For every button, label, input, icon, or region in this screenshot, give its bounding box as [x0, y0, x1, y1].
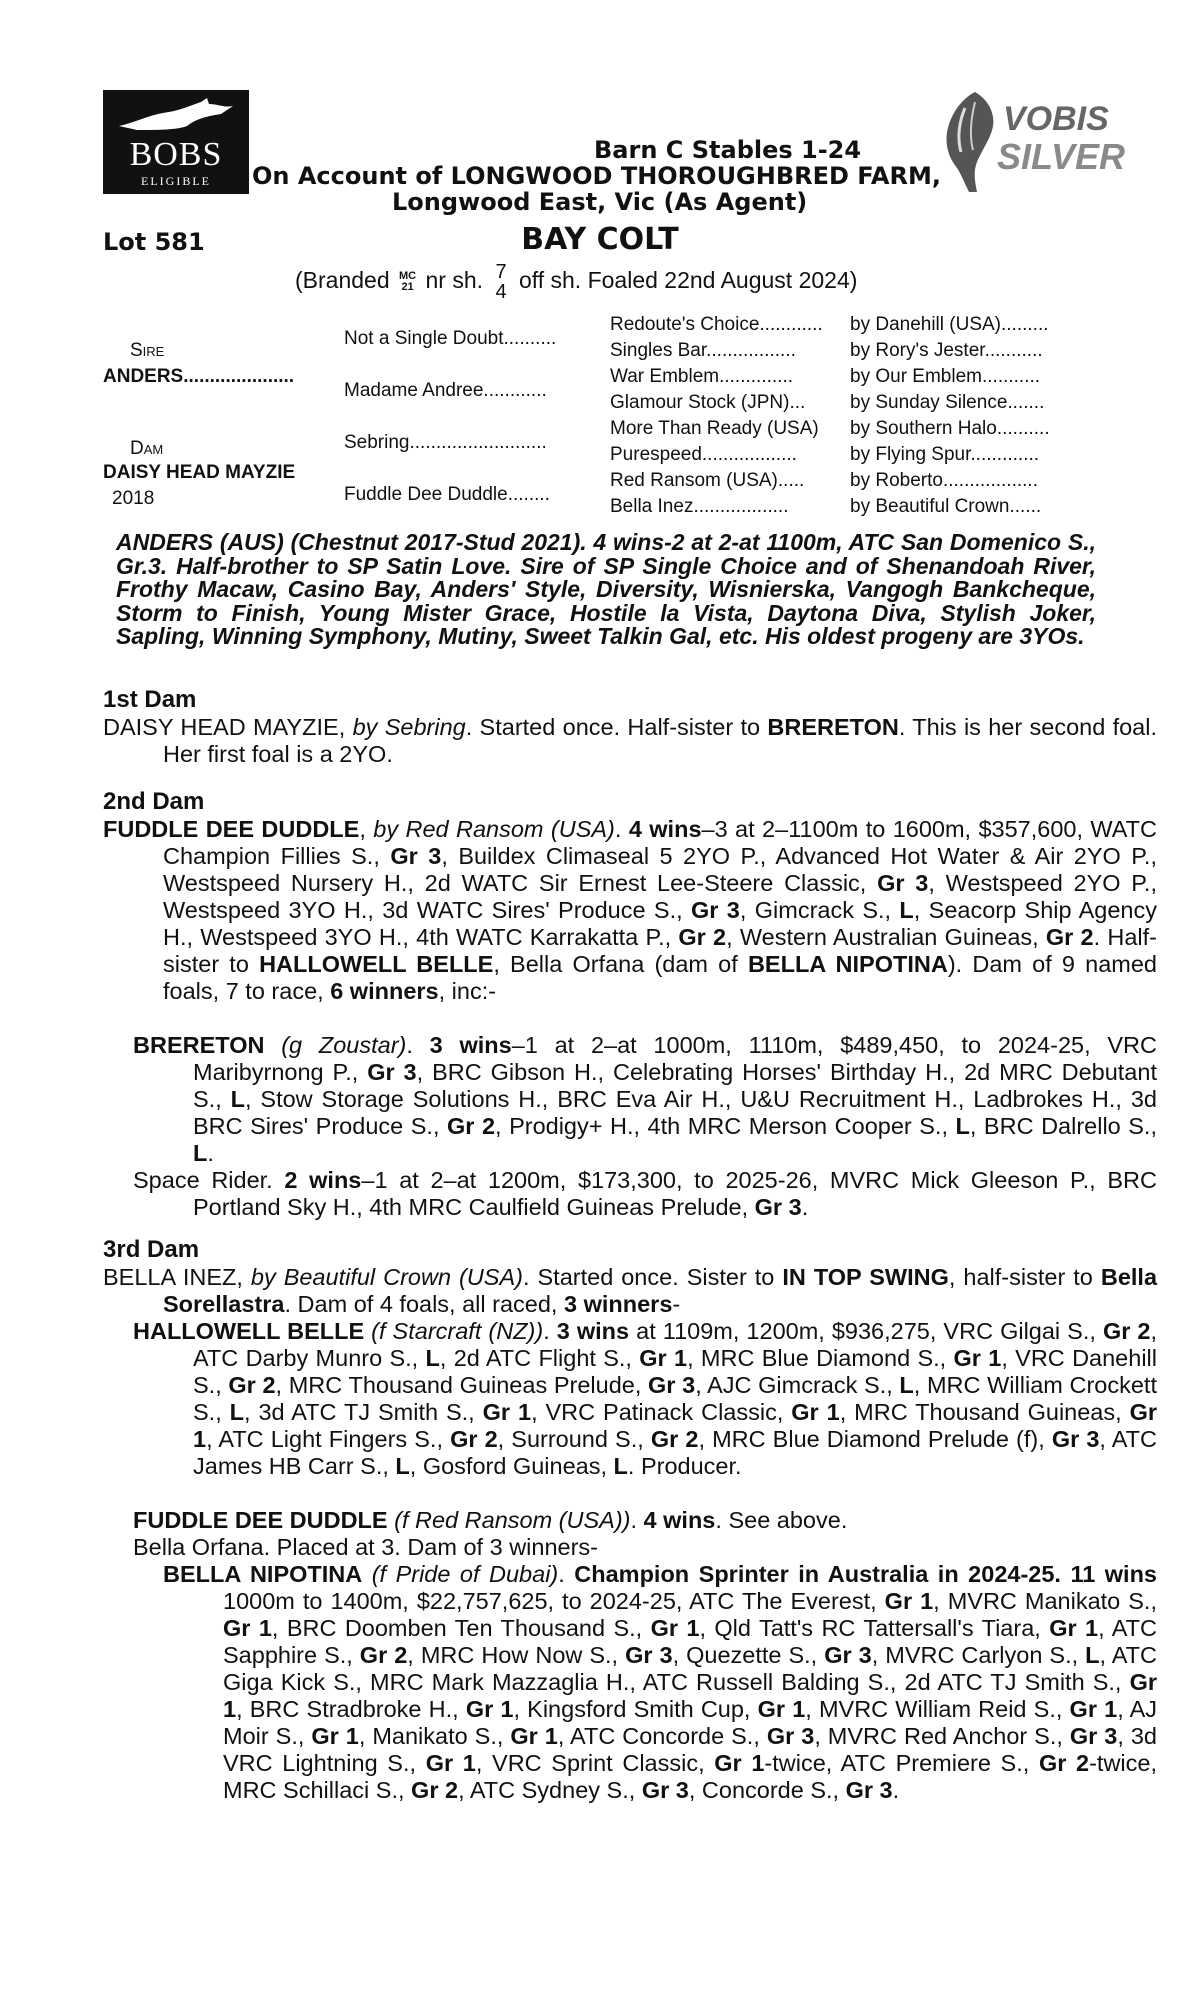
pedigree-gen4-5: by Southern Halo.......... — [850, 418, 1050, 439]
vobis-logo-silver: SILVER — [997, 136, 1126, 177]
gen4-name: by Roberto — [850, 470, 943, 491]
bobs-logo-word: BOBS — [129, 136, 223, 173]
pedigree-sire: ANDERS..................... — [103, 366, 295, 387]
gen4-name: by Rory's Jester — [850, 340, 985, 361]
pedigree-sire-name: ANDERS — [103, 366, 184, 387]
gen2-name: Sebring — [344, 432, 410, 453]
pedigree-dam-year: 2018 — [112, 488, 155, 509]
brand-fraction-top: 7 — [495, 261, 507, 283]
produce-hallowell-belle: HALLOWELL BELLE (f Starcraft (NZ)). 3 wins at 1109m, 1200m, $936,275, VRC Gilgai S., Gr 2, ATC Darby Munro S., L, 2d ATC Flight S., Gr 1, MRC Blue Diamond S., Gr 1, VRC Danehill S., Gr 2, MRC Thousand Guineas Prelude, Gr 3, AJC Gimcrack S., L, MRC William Crockett S., L, 3d ATC TJ Smith S., Gr 1, VRC Patinack Classic, Gr 1, MRC Thousand Guineas, Gr 1, ATC Light Fingers S., Gr 2, Surround S., Gr 2, MRC Blue Diamond Prelude (f), Gr 3, ATC James HB Carr S., L, Gosford Guineas, L. Producer. — [133, 1318, 1158, 1479]
pedigree-gen4-2: by Rory's Jester........... — [850, 340, 1043, 361]
gen3-name: Glamour Stock (JPN) — [610, 392, 790, 413]
produce-space-rider: Space Rider. 2 wins–1 at 2–at 1200m, $173,300, to 2025-26, MVRC Mick Gleeson P., BRC Portland Sky H., 4th MRC Caulfield Guineas Prelude, Gr 3. — [133, 1167, 1157, 1220]
gen4-name: by Danehill (USA) — [850, 314, 1001, 335]
brand-fraction — [495, 262, 506, 302]
third-dam-text: BELLA INEZ, by Beautiful Crown (USA). Started once. Sister to IN TOP SWING, half-sister to Bella Sorellastra. Dam of 4 foals, all raced, 3 winners- — [103, 1264, 1158, 1317]
third-dam-sire: by Beautiful Crown (USA) — [250, 1264, 523, 1290]
pedigree-gen3-5 — [610, 418, 819, 440]
gen4-name: by Sunday Silence — [850, 392, 1008, 413]
page-title: BAY COLT — [521, 222, 679, 257]
vobis-silver-logo — [935, 88, 1126, 198]
pedigree-gen2-1: Not a Single Doubt.......... — [344, 328, 557, 349]
pedigree-gen4-8: by Beautiful Crown...... — [850, 496, 1042, 517]
second-dam-heading: 2nd Dam — [103, 788, 205, 815]
dam-label: Dam — [130, 438, 164, 459]
pedigree-gen3-3: War Emblem.............. — [610, 366, 793, 387]
pedigree-gen3-6: Purespeed.................. — [610, 444, 797, 465]
brand-open: (Branded — [295, 267, 390, 294]
second-dam-text: FUDDLE DEE DUDDLE, by Red Ransom (USA). 4 wins–3 at 2–1100m to 1600m, $357,600, WATC Champion Fillies S., Gr 3, Buildex Climaseal 5 2YO P., Advanced Hot Water & Air 2YO P., Westspeed Nursery H., 2d WATC Sir Ernest Lee-Steere Classic, Gr 3, Westspeed 2YO P., Westspeed 3YO H., 3d WATC Sires' Produce S., Gr 3, Gimcrack S., L, Seacorp Ship Agency H., Westspeed 3YO H., 4th WATC Karrakatta P., Gr 2, Western Australian Guineas, Gr 2. Half-sister to HALLOWELL BELLE, Bella Orfana (dam of BELLA NIPOTINA). Dam of 9 named foals, 7 to race, 6 winners, inc:- — [103, 816, 1158, 1004]
sire-label: Sire — [130, 340, 165, 361]
gen2-name: Madame Andree — [344, 380, 484, 401]
brand-mark-bottom: 21 — [401, 281, 414, 293]
gen3-name: More Than Ready (USA) — [610, 418, 819, 439]
pedigree-gen2-3: Sebring.......................... — [344, 432, 547, 453]
bobs-eligible-logo — [103, 90, 249, 194]
second-dam-sire: by Red Ransom (USA) — [373, 816, 615, 842]
lot-number: Lot 581 — [103, 228, 205, 256]
pedigree-gen4-4: by Sunday Silence....... — [850, 392, 1045, 413]
first-dam-text-1: . Started once. Half-sister to — [465, 714, 768, 740]
pedigree-gen4-1: by Danehill (USA)......... — [850, 314, 1049, 335]
third-dam-name: BELLA INEZ, — [103, 1264, 243, 1290]
pedigree-gen4-7: by Roberto.................. — [850, 470, 1038, 491]
gen4-name: by Southern Halo — [850, 418, 997, 439]
first-dam-text-2: . This is her second foal. Her first foal is a 2YO. — [163, 714, 1157, 767]
produce-bella-nipotina: BELLA NIPOTINA (f Pride of Dubai). Champion Sprinter in Australia in 2024-25. 11 wins 1000m to 1400m, $22,757,625, to 2024-25, ATC The Everest, Gr 1, MVRC Manikato S., Gr 1, BRC Doomben Ten Thousand S., Gr 1, Qld Tatt's RC Tattersall's Tiara, Gr 1, ATC Sapphire S., Gr 2, MRC How Now S., Gr 3, Quezette S., Gr 3, MVRC Carlyon S., L, ATC Giga Kick S., MRC Mark Mazzaglia H., ATC Russell Balding S., 2d ATC TJ Smith S., Gr 1, BRC Stradbroke H., Gr 1, Kingsford Smith Cup, Gr 1, MVRC William Reid S., Gr 1, AJ Moir S., Gr 1, Manikato S., Gr 1, ATC Concorde S., Gr 3, MVRC Red Anchor S., Gr 3, 3d VRC Lightning S., Gr 1, VRC Sprint Classic, Gr 1-twice, ATC Premiere S., Gr 2-twice, MRC Schillaci S., Gr 2, ATC Sydney S., Gr 3, Concorde S., Gr 3. — [163, 1561, 1158, 1803]
brand-line — [295, 262, 857, 302]
sire-summary: ANDERS (AUS) (Chestnut 2017-Stud 2021). 4 wins-2 at 2-at 1100m, ATC San Domenico S., Gr.3. Half-brother to SP Satin Love. Sire of SP Single Choice and of Shenandoah River, Frothy Macaw, Casino Bay, Anders' Style, Diversity, Wisnierska, Vangogh Bankcheque, Storm to Finish, Young Mister Grace, Hostile la Vista, Daytona Diva, Stylish Joker, Sapling, Winning Symphony, Mutiny, Sweet Talkin Gal, etc. His oldest progeny are 3YOs. — [116, 529, 1096, 649]
gen4-name: by Our Emblem — [850, 366, 982, 387]
gen4-name: by Beautiful Crown — [850, 496, 1010, 517]
barn-location: Barn C Stables 1-24 — [594, 136, 862, 164]
brand-mark — [399, 271, 416, 293]
produce-brereton: BRERETON (g Zoustar). 3 wins–1 at 2–at 1000m, 1110m, $489,450, to 2024-25, VRC Maribyrnong P., Gr 3, BRC Gibson H., Celebrating Horses' Birthday H., 2d MRC Debutant S., L, Stow Storage Solutions H., BRC Eva Air H., U&U Recruitment H., Ladbrokes H., 3d BRC Sires' Produce S., Gr 2, Prodigy+ H., 4th MRC Merson Cooper S., L, BRC Dalrello S., L. — [133, 1032, 1157, 1166]
gen3-name: Red Ransom (USA) — [610, 470, 778, 491]
first-dam-name: DAISY HEAD MAYZIE, — [103, 714, 346, 740]
gen2-name: Fuddle Dee Duddle — [344, 484, 508, 505]
brand-fraction-bottom: 4 — [495, 281, 507, 303]
first-dam-heading: 1st Dam — [103, 686, 197, 713]
gen2-name: Not a Single Doubt — [344, 328, 504, 349]
first-dam-text — [103, 714, 1157, 768]
gen4-name: by Flying Spur — [850, 444, 971, 465]
pedigree-gen2-2: Madame Andree............ — [344, 380, 547, 401]
first-dam-sibling: BRERETON — [767, 714, 899, 740]
brand-mark-top: MC — [399, 270, 417, 282]
second-dam-name: FUDDLE DEE DUDDLE — [103, 816, 360, 842]
horse-icon — [117, 96, 235, 136]
brand-rest: off sh. Foaled 22nd August 2024) — [518, 267, 858, 294]
gen3-name: War Emblem — [610, 366, 720, 387]
pedigree-gen3-2: Singles Bar................. — [610, 340, 796, 361]
pedigree-gen4-6: by Flying Spur............. — [850, 444, 1040, 465]
gen3-name: Bella Inez — [610, 496, 694, 517]
vendor-account: On Account of LONGWOOD THOROUGHBRED FARM, — [252, 162, 941, 190]
pedigree-gen2-4: Fuddle Dee Duddle........ — [344, 484, 550, 505]
vendor-location: Longwood East, Vic (As Agent) — [392, 188, 808, 216]
produce-bella-orfana: Bella Orfana. Placed at 3. Dam of 3 winners- — [133, 1534, 598, 1560]
pedigree-gen4-3: by Our Emblem........... — [850, 366, 1041, 387]
produce-fuddle-dee-duddle: FUDDLE DEE DUDDLE (f Red Ransom (USA)). 4 wins. See above. — [133, 1507, 848, 1533]
gen3-name: Purespeed — [610, 444, 702, 465]
pedigree-gen3-7: Red Ransom (USA)..... — [610, 470, 805, 491]
pedigree-gen3-8: Bella Inez.................. — [610, 496, 789, 517]
brand-nr: nr sh. — [425, 267, 484, 294]
pedigree-dam: DAISY HEAD MAYZIE — [103, 462, 296, 483]
pedigree-gen3-1: Redoute's Choice............ — [610, 314, 823, 335]
bobs-logo-sub: ELIGIBLE — [141, 174, 211, 188]
first-dam-sire: by Sebring — [352, 714, 466, 740]
third-dam-heading: 3rd Dam — [103, 1236, 200, 1263]
vobis-logo-word: VOBIS — [1003, 100, 1109, 138]
pedigree-gen3-4: Glamour Stock (JPN)... — [610, 392, 806, 413]
gen3-name: Singles Bar — [610, 340, 707, 361]
gen3-name: Redoute's Choice — [610, 314, 760, 335]
